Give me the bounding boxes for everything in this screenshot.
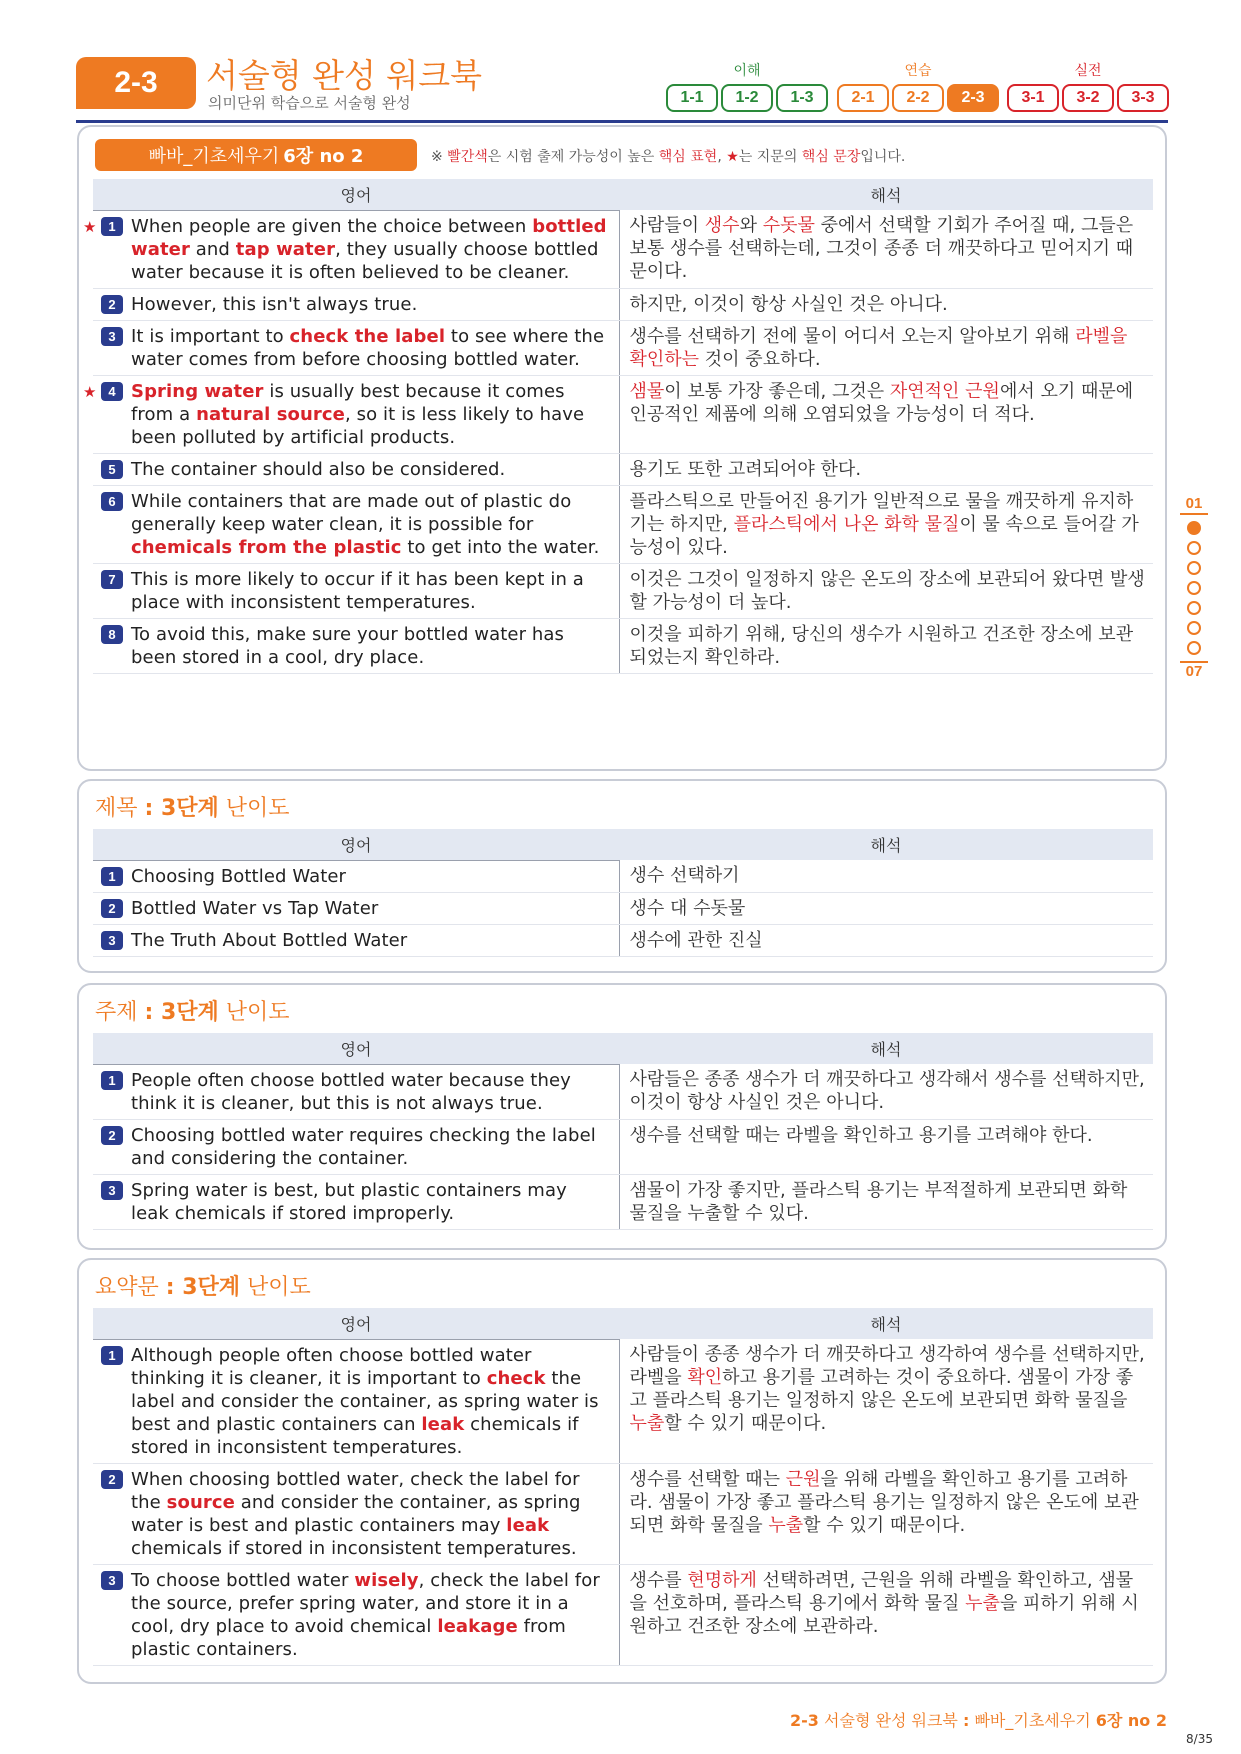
key-expression: 자연적인 근원 <box>889 380 1000 402</box>
column-header-english: 영어 <box>93 829 619 860</box>
korean-cell <box>619 892 1153 924</box>
english-cell <box>93 1119 619 1174</box>
sentence-text: and <box>189 238 236 260</box>
sentence-number: 6 <box>101 492 123 511</box>
sentence-number: 2 <box>101 899 123 918</box>
sentence-text: Bottled Water vs Tap Water <box>131 897 379 919</box>
title-table <box>93 829 1153 957</box>
english-cell <box>93 453 619 485</box>
section-difficulty: 난이도 <box>225 796 290 821</box>
progress-start: 01 <box>1180 496 1208 515</box>
star-icon: ★ <box>83 382 97 401</box>
translation-text: 을 피하기 위해 시원하고 건조한 장소에 보관하라. <box>629 1592 1139 1637</box>
translation-text: 생수 선택하기 <box>629 865 740 886</box>
sentence-number: 2 <box>101 295 123 314</box>
english-cell <box>93 1463 619 1564</box>
level-tab-2-2[interactable]: 2-2 <box>892 84 944 112</box>
translation-text: 이 물 속으로 들어갈 가능성이 있다. <box>629 513 1139 558</box>
progress-dot <box>1187 621 1201 635</box>
sentence-text: This is more likely to occur if it has been kept in a place with inconsistent temperatures. <box>131 568 584 613</box>
korean-cell <box>619 1564 1153 1665</box>
sentence-number: 1 <box>101 867 123 886</box>
key-expression: 라벨을 확인하는 <box>629 325 1128 370</box>
section-heading-label: 제목 <box>95 796 138 821</box>
sentence-text: Although people often choose bottled water thinking it is cleaner, it is important to <box>131 1344 532 1389</box>
notice-text: 입니다. <box>860 149 906 165</box>
sentence-number: 8 <box>101 625 123 644</box>
key-expression: 샘물 <box>629 380 665 402</box>
english-cell <box>93 288 619 320</box>
sentence-text: is usually best because it comes from a <box>131 380 565 425</box>
level-group-practice <box>837 60 999 112</box>
translation-text: 사람들이 종종 생수가 더 깨끗하다고 생각하여 생수를 선택하지만, 라벨을 <box>629 1344 1145 1388</box>
key-expression: check <box>486 1367 546 1389</box>
star-icon: ★ <box>83 217 97 236</box>
notice-text: 핵심 표현 <box>658 149 718 165</box>
english-cell <box>93 618 619 673</box>
english-cell <box>83 375 619 453</box>
korean-cell <box>619 210 1153 288</box>
table-row <box>93 1564 1153 1665</box>
sentence-text: To avoid this, make sure your bottled water has been stored in a cool, dry place. <box>131 623 565 668</box>
progress-dot <box>1187 581 1201 595</box>
footer-separator: : <box>962 1711 970 1730</box>
source-tag-chapter: 6장 no 2 <box>283 146 364 167</box>
sentence-text: When choosing bottled water, check the label for the <box>131 1468 580 1513</box>
english-cell <box>93 485 619 563</box>
korean-cell <box>619 1463 1153 1564</box>
table-row <box>93 924 1153 956</box>
korean-cell <box>619 485 1153 563</box>
footer-chapter: 6장 no 2 <box>1095 1711 1167 1730</box>
table-row <box>93 1339 1153 1463</box>
translation-text: 이 보통 가장 좋은데, 그것은 <box>664 380 890 402</box>
progress-dot <box>1187 521 1201 535</box>
english-cell <box>83 210 619 288</box>
section-heading-label: 주제 <box>95 1000 138 1025</box>
sentence-text: People often choose bottled water because they think it is cleaner, but this is not always true. <box>131 1069 571 1114</box>
korean-cell <box>619 320 1153 375</box>
progress-end: 07 <box>1180 661 1208 680</box>
source-tag-label: 빠바_기초세우기 <box>148 146 280 167</box>
korean-cell <box>619 860 1153 892</box>
source-tag <box>95 139 417 171</box>
translation-text: 생수에 관한 진실 <box>629 929 763 951</box>
korean-cell <box>619 924 1153 956</box>
section-difficulty: 난이도 <box>225 1000 290 1025</box>
translation-text: 하지만, 이것이 항상 사실인 것은 아니다. <box>629 293 948 315</box>
korean-cell <box>619 375 1153 453</box>
key-expression: chemicals from the plastic <box>131 536 402 558</box>
level-group-label: 연습 <box>904 63 932 79</box>
key-expression: bottled water <box>131 215 607 260</box>
progress-dot <box>1187 601 1201 615</box>
english-cell <box>93 892 619 924</box>
unit-badge: 2-3 <box>76 57 196 109</box>
progress-dot <box>1187 561 1201 575</box>
sentence-number: 1 <box>101 1346 123 1365</box>
level-tab-3-3[interactable]: 3-3 <box>1117 84 1169 112</box>
translation-text: 생수를 <box>629 1569 688 1591</box>
section-level: : 3단계 <box>165 1275 241 1300</box>
page-number: 8/35 <box>1186 1732 1213 1746</box>
level-tab-1-2[interactable]: 1-2 <box>721 84 773 112</box>
level-group-real <box>1007 60 1169 112</box>
translation-text: 을 위해 라벨을 확인하고 용기를 고려하라. 샘물이 가장 좋고 플라스틱 용기는 일정하지 않은 온도에 보관되면 화학 물질을 <box>629 1468 1139 1536</box>
translation-text: 샘물이 가장 좋지만, 플라스틱 용기는 부적절하게 보관되면 화학 물질을 누출할 수 있다. <box>629 1179 1128 1224</box>
section-level: : 3단계 <box>144 796 219 821</box>
translation-text: 것이 중요하다. <box>699 348 821 370</box>
key-expression: leak <box>506 1514 550 1536</box>
translation-text: 에서 오기 때문에 인공적인 제품에 의해 오염되었을 가능성이 더 적다. <box>629 380 1134 425</box>
translation-text: 생수 대 수돗물 <box>629 897 746 919</box>
key-expression: Spring water <box>131 380 264 402</box>
level-tab-2-1[interactable]: 2-1 <box>837 84 889 112</box>
title-panel <box>77 779 1167 973</box>
sentence-text: The Truth About Bottled Water <box>131 929 408 951</box>
column-header-korean: 해석 <box>619 829 1153 860</box>
sentence-text: Choosing bottled water requires checking the label and considering the container. <box>131 1124 596 1169</box>
column-header-korean: 해석 <box>619 1033 1153 1064</box>
sentence-number: 3 <box>101 1571 123 1590</box>
translation-text: 이것을 피하기 위해, 당신의 생수가 시원하고 건조한 장소에 보관되었는지 확인하라. <box>629 623 1134 668</box>
sentence-text: to see where the water comes from before choosing bottled water. <box>131 325 605 370</box>
table-row <box>93 860 1153 892</box>
progress-indicator <box>1180 496 1208 680</box>
section-heading <box>95 1270 311 1301</box>
translation-text: 선택하려면, 근원을 위해 라벨을 확인하고, 샘물을 선호하며, 플라스틱 용기에서 화학 물질 <box>629 1569 1134 1614</box>
section-heading <box>95 791 290 822</box>
sentence-text: When people are given the choice between <box>131 215 533 237</box>
key-expression: 수돗물 <box>762 215 815 236</box>
sentence-number: 4 <box>101 382 123 401</box>
summary-table <box>93 1308 1153 1666</box>
table-row <box>93 1064 1153 1119</box>
key-expression: 누출 <box>768 1514 804 1536</box>
key-expression: wisely <box>354 1569 419 1591</box>
sentence-number: 3 <box>101 327 123 346</box>
sentence-text: and consider the container, as spring water is best and plastic containers may <box>131 1491 581 1536</box>
notice-text: 은 시험 출제 가능성이 높은 <box>487 149 659 165</box>
section-level: : 3단계 <box>144 1000 219 1025</box>
footer-text: 서술형 완성 워크북 <box>824 1711 958 1730</box>
sentence-text: However, this isn't always true. <box>131 293 418 315</box>
key-expression: leak <box>421 1413 465 1435</box>
progress-dot <box>1187 541 1201 555</box>
sentence-text: to get into the water. <box>401 536 600 558</box>
column-header-korean: 해석 <box>619 179 1153 210</box>
sentence-number: 7 <box>101 570 123 589</box>
sentence-number: 2 <box>101 1470 123 1489</box>
footer-code: 2-3 <box>790 1711 819 1730</box>
korean-cell <box>619 288 1153 320</box>
topic-panel <box>77 983 1167 1250</box>
footer-source: 빠바_기초세우기 <box>974 1711 1091 1730</box>
table-row <box>93 485 1153 563</box>
section-heading-label: 요약문 <box>95 1275 159 1300</box>
english-cell <box>93 1064 619 1119</box>
sentence-text: , they usually choose bottled water because it is often believed to be cleaner. <box>131 238 599 283</box>
translation-text: 플라스틱으로 만들어진 용기가 일반적으로 물을 깨끗하게 유지하기는 하지만, <box>629 490 1134 535</box>
sentence-text: While containers that are made out of plastic do generally keep water clean, it is possible for <box>131 490 572 535</box>
sentence-number: 2 <box>101 1126 123 1145</box>
english-cell <box>93 563 619 618</box>
column-header-english: 영어 <box>93 179 619 210</box>
translation-text: 생수를 선택할 때는 라벨을 확인하고 용기를 고려해야 한다. <box>629 1124 1093 1146</box>
footer <box>790 1708 1167 1731</box>
level-group-understanding <box>666 60 828 112</box>
korean-cell <box>619 453 1153 485</box>
level-tab-1-1[interactable]: 1-1 <box>666 84 718 112</box>
translation-text: 할 수 있기 때문이다. <box>803 1514 966 1536</box>
sentence-text: , check the label for the source, prefer spring water, and store it in a cool, dry place to avoid chemical <box>131 1569 600 1637</box>
table-row <box>93 618 1153 673</box>
notice-text: 빨간색 <box>447 149 488 165</box>
translation-text: 사람들은 종종 생수가 더 깨끗하다고 생각해서 생수를 선택하지만, 이것이 항상 사실인 것은 아니다. <box>629 1069 1145 1113</box>
sentence-text: chemicals if stored in inconsistent temperatures. <box>131 1537 577 1559</box>
sentence-number: 3 <box>101 931 123 950</box>
table-row <box>93 1174 1153 1229</box>
sentence-number: 5 <box>101 460 123 479</box>
star-icon: ★ <box>726 149 739 165</box>
table-row <box>93 892 1153 924</box>
translation-text: 중에서 선택할 기회가 주어질 때, 그들은 보통 생수를 선택하는데, 그것이 종종 더 깨끗하다고 믿어지기 때문이다. <box>629 215 1134 282</box>
sentence-text: Spring water is best, but plastic containers may leak chemicals if stored improperly. <box>131 1179 567 1224</box>
table-row <box>93 1463 1153 1564</box>
translation-text: 생수를 선택할 때는 <box>629 1468 786 1490</box>
sentence-number: 1 <box>101 1071 123 1090</box>
key-expression: 누출 <box>965 1592 1000 1614</box>
korean-cell <box>619 563 1153 618</box>
key-expression: 현명하게 <box>687 1569 757 1591</box>
passage-panel <box>77 125 1167 771</box>
section-heading <box>95 995 290 1026</box>
sentence-text: , so it is less likely to have been polluted by artificial products. <box>131 403 585 448</box>
level-tab-3-1[interactable]: 3-1 <box>1007 84 1059 112</box>
translation-text: 이것은 그것이 일정하지 않은 온도의 장소에 보관되어 왔다면 발생할 가능성이 더 높다. <box>629 568 1145 613</box>
notice-text: ※ <box>431 149 448 165</box>
sentence-text: from plastic containers. <box>131 1615 566 1660</box>
translation-text: 용기도 또한 고려되어야 한다. <box>629 458 862 480</box>
key-expression: tap water <box>235 238 336 260</box>
translation-text: 하고 용기를 고려하는 것이 중요하다. 샘물이 가장 좋고 플라스틱 용기는 일정하지 않은 온도에 보관되면 화학 물질을 <box>629 1367 1134 1411</box>
key-expression: 근원 <box>785 1468 821 1490</box>
progress-dot <box>1187 641 1201 655</box>
passage-table <box>83 179 1153 674</box>
translation-text: 할 수 있기 때문이다. <box>664 1413 827 1434</box>
english-cell <box>93 860 619 892</box>
level-tab-1-3[interactable]: 1-3 <box>776 84 828 112</box>
progress-dots <box>1180 521 1208 655</box>
notice-text: 핵심 문장 <box>801 149 861 165</box>
translation-text: 와 <box>739 215 763 236</box>
table-row <box>93 563 1153 618</box>
table-row <box>93 1119 1153 1174</box>
translation-text: 생수를 선택하기 전에 물이 어디서 오는지 알아보기 위해 <box>629 325 1076 347</box>
table-row <box>93 288 1153 320</box>
summary-panel <box>77 1258 1167 1684</box>
level-group-label: 이해 <box>733 63 761 79</box>
english-cell <box>93 320 619 375</box>
sentence-number: 3 <box>101 1181 123 1200</box>
level-group-label: 실전 <box>1074 63 1102 79</box>
page-subtitle: 의미단위 학습으로 서술형 완성 <box>208 94 411 112</box>
english-cell <box>93 1564 619 1665</box>
korean-cell <box>619 1339 1153 1463</box>
key-expression: 생수 <box>704 215 740 236</box>
key-expression: 확인 <box>687 1367 723 1388</box>
table-row <box>93 210 1153 288</box>
sentence-number: 1 <box>101 217 123 236</box>
notice-text: , <box>717 149 727 165</box>
key-expression: source <box>166 1491 235 1513</box>
key-expression: 누출 <box>629 1413 665 1434</box>
key-expression: leakage <box>437 1615 518 1637</box>
key-expression: 플라스틱에서 나온 화학 물질 <box>733 513 960 535</box>
column-header-english: 영어 <box>93 1033 619 1064</box>
table-row <box>93 375 1153 453</box>
table-row <box>93 320 1153 375</box>
sentence-text: Choosing Bottled Water <box>131 865 347 887</box>
page-title: 서술형 완성 워크북 <box>206 56 483 95</box>
korean-cell <box>619 618 1153 673</box>
english-cell <box>93 1174 619 1229</box>
english-cell <box>93 924 619 956</box>
translation-text: 사람들이 <box>629 215 705 236</box>
header-divider <box>76 120 1168 123</box>
column-header-korean: 해석 <box>619 1308 1153 1339</box>
legend-notice <box>431 146 905 166</box>
level-tab-2-3[interactable]: 2-3 <box>947 84 999 112</box>
table-row <box>93 453 1153 485</box>
korean-cell <box>619 1174 1153 1229</box>
topic-table <box>93 1033 1153 1230</box>
sentence-text: chemicals if stored in inconsistent temperatures. <box>131 1413 579 1458</box>
korean-cell <box>619 1064 1153 1119</box>
sentence-text: It is important to <box>131 325 290 347</box>
sentence-text: the label and consider the container, as spring water is best and plastic containers can <box>131 1367 599 1435</box>
section-difficulty: 난이도 <box>247 1275 311 1300</box>
sentence-text: To choose bottled water <box>131 1569 355 1591</box>
level-tab-3-2[interactable]: 3-2 <box>1062 84 1114 112</box>
key-expression: check the label <box>289 325 446 347</box>
korean-cell <box>619 1119 1153 1174</box>
sentence-text: The container should also be considered. <box>131 458 506 480</box>
english-cell <box>93 1339 619 1463</box>
notice-text: 는 지문의 <box>738 149 802 165</box>
key-expression: natural source <box>196 403 345 425</box>
column-header-english: 영어 <box>93 1308 619 1339</box>
